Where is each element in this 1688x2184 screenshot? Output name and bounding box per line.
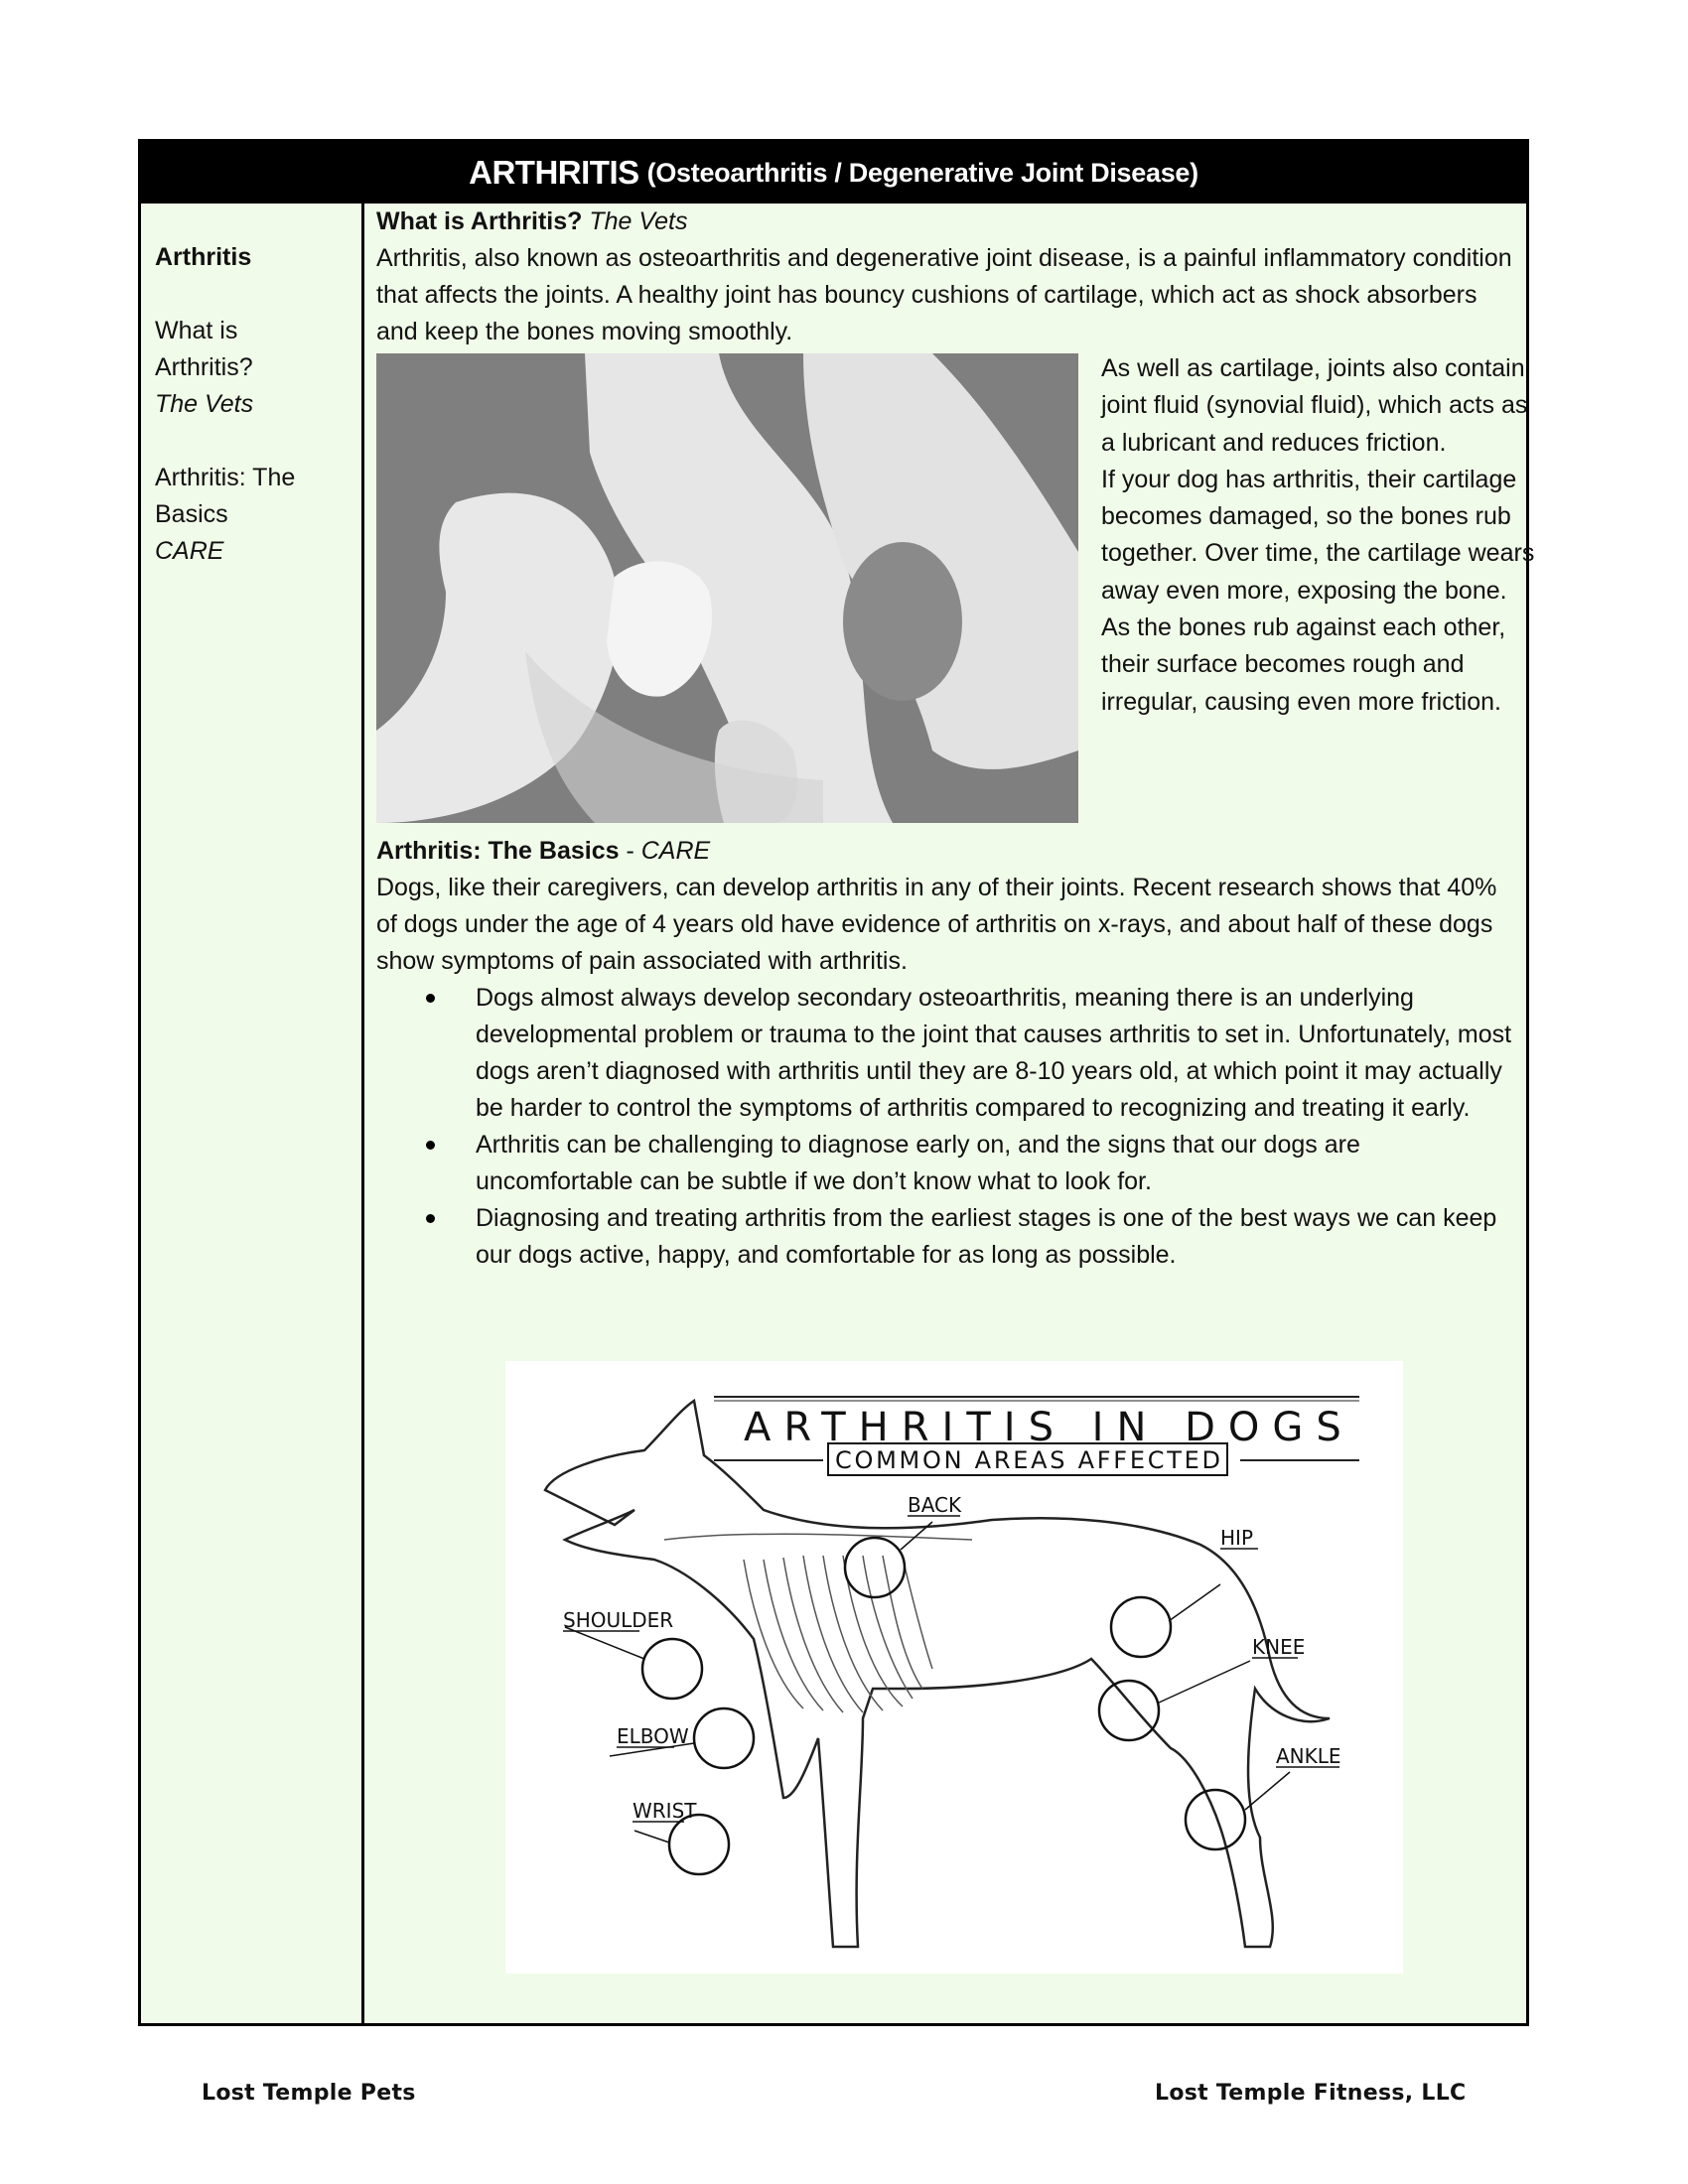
main-column — [376, 204, 1535, 1274]
list-item: Diagnosing and treating arthritis from the earliest stages is one of the best ways we can keep our dogs active, happy, and comfortable for as long as possible. — [376, 1200, 1518, 1274]
sidebar-item-basics — [155, 460, 353, 570]
section-intro: Dogs, like their caregivers, can develop arthritis in any of their joints. Recent research shows that 40% of dogs under the age of 4 years old have evidence of arthritis on x-rays, and about half of these dogs show symptoms of pain associated with arthritis. — [376, 874, 1497, 975]
header-title: ARTHRITIS — [469, 154, 639, 191]
column-divider — [361, 204, 364, 2023]
side-paragraph-1: As well as cartilage, joints also contain joint fluid (synovial fluid), which acts as a lubricant and reduces friction. — [1101, 354, 1528, 457]
bullet-list — [376, 980, 1518, 1274]
sidebar-item-label: Arthritis: The — [155, 464, 296, 491]
sidebar-item-label: Arthritis? — [155, 353, 253, 381]
bullet-icon — [426, 1214, 435, 1223]
label-knee: KNEE — [1252, 1635, 1306, 1659]
label-hip: HIP — [1220, 1526, 1253, 1550]
sidebar-column — [155, 239, 353, 570]
list-item: Arthritis can be challenging to diagnose early on, and the signs that our dogs are uncomfortable can be subtle if we don’t know what to look for. — [376, 1127, 1518, 1200]
content-table — [138, 139, 1535, 2026]
footer-right: Lost Temple Fitness, LLC — [1155, 2081, 1467, 2106]
section-title-what-is: What is Arthritis? The Vets — [376, 207, 688, 235]
bullet-icon — [426, 994, 435, 1003]
label-wrist: WRIST — [633, 1799, 697, 1823]
sidebar-item-source: The Vets — [155, 390, 254, 418]
infographic-title: ARTHRITIS IN DOGS — [744, 1405, 1354, 1450]
sidebar-heading: Arthritis — [155, 243, 252, 271]
label-shoulder: SHOULDER — [563, 1608, 674, 1632]
list-item: Dogs almost always develop secondary osteoarthritis, meaning there is an underlying developmental problem or trauma to the joint that causes arthritis to set in. Unfortunately, most dogs aren’t diagnosed with arthritis until they are 8-10 years old, at which point it may actually be harder to control the symptoms of arthritis compared to recognizing and treating it early. — [376, 980, 1518, 1127]
sidebar-item-label: Basics — [155, 500, 228, 528]
header-subtitle: (Osteoarthritis / Degenerative Joint Disease) — [646, 157, 1198, 188]
sidebar-item-source: CARE — [155, 537, 224, 565]
label-back: BACK — [908, 1493, 962, 1517]
infographic-subtitle: COMMON AREAS AFFECTED — [835, 1446, 1220, 1474]
table-header — [141, 142, 1526, 204]
image-text-block — [376, 353, 1535, 833]
side-text — [1101, 350, 1538, 721]
footer-left: Lost Temple Pets — [202, 2081, 416, 2106]
section-title-basics: Arthritis: The Basics - CARE — [376, 837, 711, 865]
sidebar-item-label: What is — [155, 317, 238, 344]
hip-joint-image-icon — [376, 353, 1078, 823]
hip-joint-photo — [376, 353, 1078, 823]
dog-skeleton-icon — [505, 1361, 1403, 1974]
section-intro: Arthritis, also known as osteoarthritis and degenerative joint disease, is a painful inflammatory condition that affects the joints. A healthy joint has bouncy cushions of cartilage, which act as shock absorbers and keep the bones moving smoothly. — [376, 244, 1512, 345]
bullet-icon — [426, 1141, 435, 1150]
sidebar-item-what-is — [155, 313, 353, 423]
label-ankle: ANKLE — [1276, 1744, 1341, 1768]
section-source: The Vets — [589, 207, 688, 235]
label-elbow: ELBOW — [617, 1724, 689, 1748]
side-paragraph-2: If your dog has arthritis, their cartilage becomes damaged, so the bones rub together. Over time, the cartilage wears away even more, exposing the bone. As the bones rub against each other, their surface becomes rough and irregular, causing even more friction. — [1101, 465, 1535, 716]
section-source: CARE — [640, 837, 711, 865]
arthritis-in-dogs-infographic — [505, 1361, 1403, 1974]
